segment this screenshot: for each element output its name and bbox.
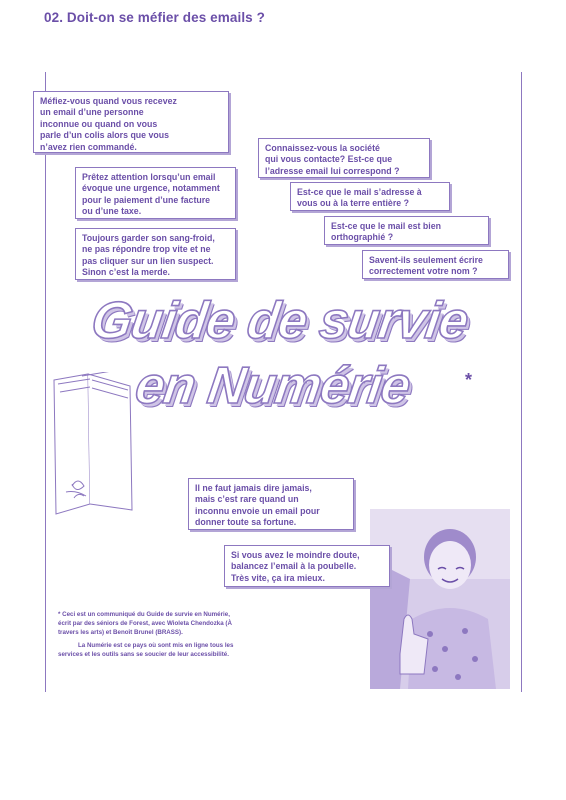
asterisk-mark: * — [465, 370, 473, 390]
tip-box-know-company: Connaissez-vous la société qui vous contacte? Est-ce que l’adresse email lui correspond ? — [258, 138, 430, 178]
tip-box-unknown-sender: Méfiez-vous quand vous recevez un email d’une personne inconnue ou quand on vous parle d’un colis alors que vous n’avez rien commandé. — [33, 91, 229, 153]
right-margin-line — [521, 72, 522, 692]
senior-portrait-image — [370, 509, 510, 689]
tip-box-trash-it: Si vous avez le moindre doute, balancez l’email à la poubelle. Très vite, ça ira mieux. — [224, 545, 390, 587]
tip-box-fortune: Il ne faut jamais dire jamais, mais c’est rare quand un inconnu envoie un email pour donner toute sa fortune. — [188, 478, 354, 530]
tip-box-spelling: Est-ce que le mail est bien orthographié ? — [324, 216, 489, 245]
tip-box-urgency: Prêtez attention lorsqu’un email évoque une urgence, notamment pour le paiement d’une facture ou d’une taxe. — [75, 167, 236, 219]
footnote-credits: * Ceci est un communiqué du Guide de survie en Numérie, écrit par des séniors de Forest, avec Wioleta Chendozka (À travers les arts) et Benoît Brunel (BRASS). — [58, 611, 232, 636]
footnote — [58, 610, 236, 659]
tip-box-recipient: Est-ce que le mail s’adresse à vous ou à la terre entière ? — [290, 182, 450, 211]
guide-logo-line-2: en Numérie — [131, 357, 414, 415]
left-margin-line — [45, 72, 46, 692]
senior-thumbs-up-photo — [370, 509, 510, 689]
tip-box-your-name: Savent-ils seulement écrire correctement votre nom ? — [362, 250, 509, 279]
tip-box-stay-calm: Toujours garder son sang-froid, ne pas répondre trop vite et ne pas cliquer sur un lien suspect. Sinon c’est la merde. — [75, 228, 236, 280]
guide-logo-line-1: Guide de survie — [87, 292, 472, 350]
page-title: 02. Doit-on se méfier des emails ? — [44, 10, 265, 25]
open-book-illustration — [52, 372, 138, 522]
footnote-numerie-definition: La Numérie est ce pays où sont mis en ligne tous les services et les outils sans se soucier de leur accessibilité. — [58, 642, 234, 658]
